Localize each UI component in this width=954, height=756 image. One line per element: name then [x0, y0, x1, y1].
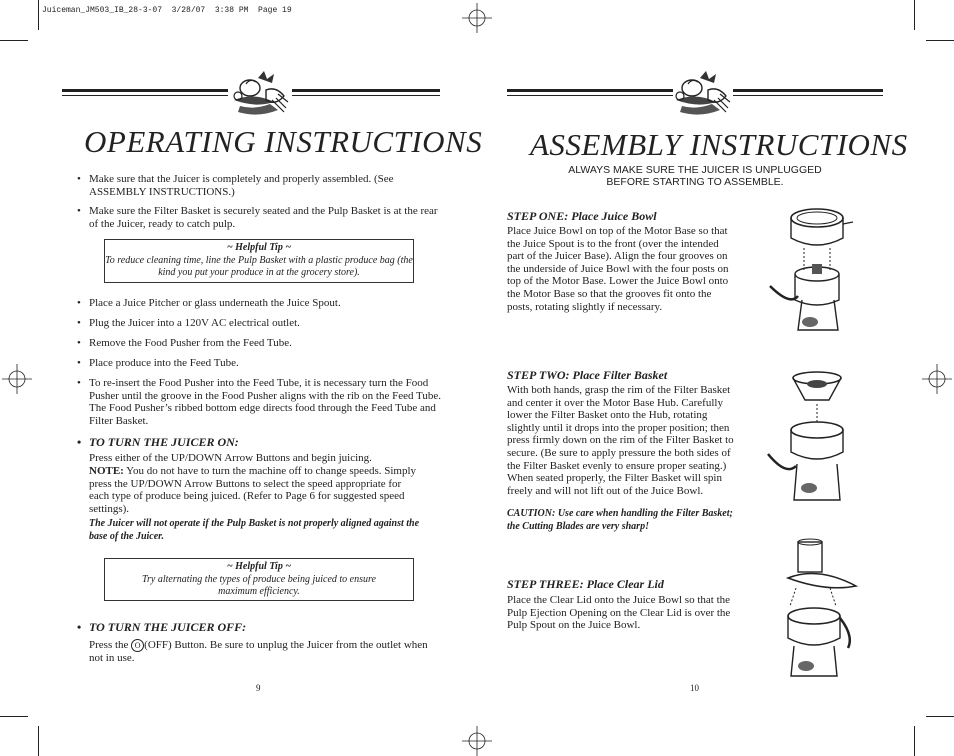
juicer-illustration-icon [762, 368, 862, 513]
turn-on-text: Press either of the UP/DOWN Arrow Buttons and begin juicing. [89, 452, 372, 464]
registration-mark-icon [2, 364, 32, 394]
step-two-heading: STEP TWO: Place Filter Basket [507, 368, 668, 382]
header-rule [62, 89, 228, 92]
vegetable-ornament-icon [228, 70, 292, 123]
turn-off-text: Press the O (OFF) Button. Be sure to unplug the Juicer from the outlet when not in use. [89, 639, 428, 664]
list-item: • To re-insert the Food Pusher into the Feed Tube, it is necessary turn the Food Pusher until the groove in the Food Pusher aligns with the rib on the Feed Tube. The Food Pusher’s ribbed bottom edge directs food through the Feed Tube and Filter Basket. [77, 377, 441, 427]
list-item: • Make sure that the Juicer is completely and properly assembled. (See ASSEMBLY INSTRUCTIONS.) [77, 173, 394, 198]
tip-heading: ~ Helpful Tip ~ [226, 242, 292, 253]
list-item: • Plug the Juicer into a 120V AC electrical outlet. [77, 317, 300, 329]
turn-on-note: NOTE: You do not have to turn the machine off to change speeds. Simply press the UP/DOWN Arrow Buttons to select the speed appropriate for each type of produce being juiced. (Refer to Page 6 for suggested speed settings). [89, 465, 417, 515]
turn-on-warning: The Juicer will not operate if the Pulp Basket is not properly aligned against the base of the Juicer. [89, 518, 420, 542]
crop-mark [914, 0, 915, 30]
crop-mark [38, 0, 39, 30]
step-one-heading: STEP ONE: Place Juice Bowl [507, 209, 657, 223]
juicer-illustration-icon [762, 200, 862, 345]
header-rule [62, 95, 228, 96]
unplug-warning: ALWAYS MAKE SURE THE JUICER IS UNPLUGGED BEFORE STARTING TO ASSEMBLE. [568, 164, 822, 188]
step-three-heading: STEP THREE: Place Clear Lid [507, 577, 664, 591]
list-item: • Place a Juice Pitcher or glass underneath the Juice Spout. [77, 297, 341, 309]
crop-mark [914, 726, 915, 756]
header-rule [733, 95, 883, 96]
crop-mark [0, 716, 28, 717]
registration-mark-icon [462, 3, 492, 33]
registration-mark-icon [462, 726, 492, 756]
crop-mark [0, 40, 28, 41]
header-rule [507, 89, 673, 92]
juicer-illustration-icon [768, 538, 868, 687]
header-rule [507, 95, 673, 96]
registration-mark-icon [922, 364, 952, 394]
step-two-text: With both hands, grasp the rim of the Filter Basket and center it over the Motor Base Hub. Carefully lower the Filter Basket onto the Hub, rotating slightly until it drops into the proper position; then press firmly down on the rim of the Filter Basket to secure. (Be sure to apply pressure the both sides of the Filter Basket evenly to ensure proper seating.) When seated properly, the Filter Basket will spin freely and will not lift out of the Juice Bowl. [507, 384, 734, 497]
list-item: • Remove the Food Pusher from the Feed Tube. [77, 337, 292, 349]
page-number: 10 [690, 683, 699, 693]
tip-text: Try alternating the types of produce being juiced to ensure maximum efficiency. [142, 573, 376, 597]
header-rule [292, 95, 440, 96]
list-item: • Place produce into the Feed Tube. [77, 357, 239, 369]
list-item: • Make sure the Filter Basket is securely seated and the Pulp Basket is at the rear of the Juicer, ready to catch pulp. [77, 205, 438, 230]
tip-heading: ~ Helpful Tip ~ [226, 561, 292, 572]
print-header: Juiceman_JM503_IB_28-3-07 3/28/07 3:38 PM Page 19 [42, 6, 292, 15]
off-button-icon: O [131, 639, 144, 652]
crop-mark [38, 726, 39, 756]
crop-mark [926, 716, 954, 717]
step-two-caution: CAUTION: Use care when handling the Filter Basket; the Cutting Blades are very sharp! [507, 508, 733, 532]
crop-mark [926, 40, 954, 41]
step-one-text: Place Juice Bowl on top of the Motor Base so that the Juice Spout is to the front (over the intended part of the Juicer Base). Align the four grooves on the underside of Juice Bowl with the four posts on top of the Motor Base. Lower the Juice Bowl onto the Motor Base so that the grooves fit onto the posts, rotating slightly if necessary. [507, 225, 729, 313]
header-rule [733, 89, 883, 92]
helpful-tip-box [104, 558, 414, 601]
tip-text: To reduce cleaning time, line the Pulp Basket with a plastic produce bag (the kind you put your produce in at the grocery store). [105, 254, 413, 278]
page-title: ASSEMBLY INSTRUCTIONS [530, 127, 908, 162]
step-three-text: Place the Clear Lid onto the Juice Bowl so that the Pulp Ejection Opening on the Clear Lid is over the Pulp Spout on the Juice Bowl. [507, 594, 731, 632]
helpful-tip-box [104, 239, 414, 283]
turn-off-heading: • TO TURN THE JUICER OFF: [77, 620, 247, 634]
turn-on-heading: • TO TURN THE JUICER ON: [77, 435, 239, 449]
page-title: OPERATING INSTRUCTIONS [84, 124, 483, 159]
vegetable-ornament-icon [670, 70, 734, 123]
header-rule [292, 89, 440, 92]
page-number: 9 [256, 683, 261, 693]
